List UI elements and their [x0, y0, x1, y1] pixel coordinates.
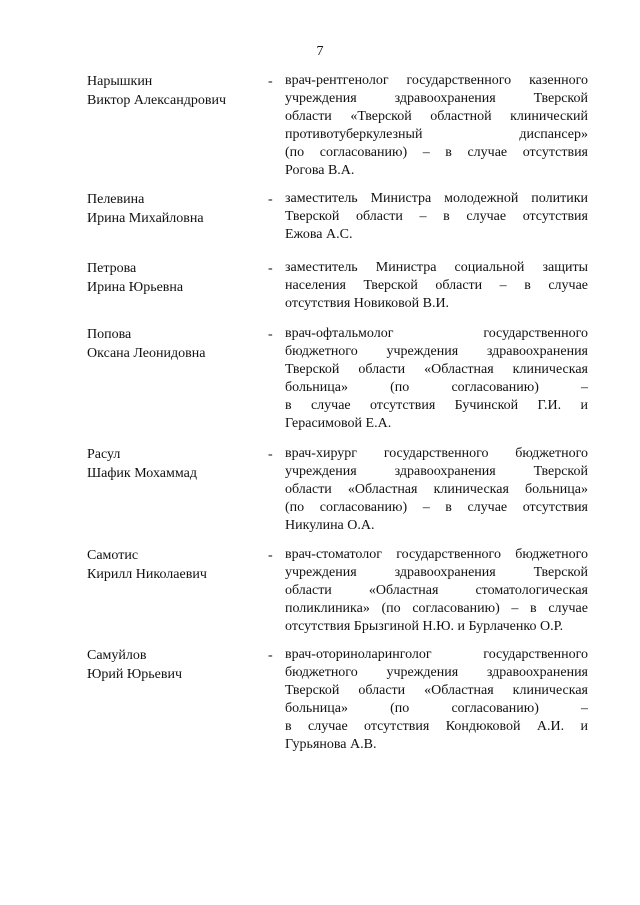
role-text-line: учреждения здравоохранения Тверской: [285, 565, 588, 580]
member-name: [87, 72, 257, 110]
entry-dash: -: [268, 192, 273, 207]
member-given-names: Юрий Юрьевич: [87, 667, 183, 682]
role-text-line: врач-хирург государственного бюджетного: [285, 446, 588, 461]
role-text-line: Ежова А.С.: [285, 227, 353, 242]
member-surname: Расул: [87, 447, 121, 462]
member-given-names: Ирина Михайловна: [87, 211, 204, 226]
role-text-line: в случае отсутствия Бучинской Г.И. и: [285, 398, 588, 413]
role-text-line: заместитель Министра молодежной политики: [285, 191, 588, 206]
role-text-line: врач-рентгенолог государственного казенного: [285, 73, 588, 88]
role-text-line: отсутствия Брызгиной Н.Ю. и Бурлаченко О.Р.: [285, 619, 564, 634]
member-surname: Петрова: [87, 261, 137, 276]
role-text-line: области «Областная стоматологическая: [285, 583, 588, 598]
role-text-line: Гурьянова А.В.: [285, 737, 377, 752]
member-name: [87, 190, 257, 228]
member-given-names: Оксана Леонидовна: [87, 346, 206, 361]
role-text-line: заместитель Министра социальной защиты: [285, 260, 588, 275]
role-text-line: врач-стоматолог государственного бюджетного: [285, 547, 588, 562]
member-surname: Самуйлов: [87, 648, 147, 663]
member-role-description: [285, 546, 588, 636]
role-text-line: населения Тверской области – в случае: [285, 278, 588, 293]
role-text-line: области «Тверской областной клинический: [285, 109, 588, 124]
role-text-line: Рогова В.А.: [285, 163, 355, 178]
role-text-line: области «Областная клиническая больница»: [285, 482, 588, 497]
member-given-names: Виктор Александрович: [87, 93, 227, 108]
entry-dash: -: [268, 74, 273, 89]
member-role-description: [285, 325, 588, 433]
entry-dash: -: [268, 327, 273, 342]
role-text-line: учреждения здравоохранения Тверской: [285, 91, 588, 106]
role-text-line: (по согласованию) – в случае отсутствия: [285, 500, 588, 515]
role-text-line: (по согласованию) – в случае отсутствия: [285, 145, 588, 160]
entry-dash: -: [268, 261, 273, 276]
member-surname: Нарышкин: [87, 74, 153, 89]
member-surname: Попова: [87, 327, 132, 342]
role-text-line: отсутствия Новиковой В.И.: [285, 296, 450, 311]
role-text-line: бюджетного учреждения здравоохранения: [285, 344, 588, 359]
role-text-line: бюджетного учреждения здравоохранения: [285, 665, 588, 680]
member-given-names: Ирина Юрьевна: [87, 280, 184, 295]
member-role-description: [285, 259, 588, 313]
role-text-line: Тверской области – в случае отсутствия: [285, 209, 588, 224]
member-name: [87, 445, 257, 483]
role-text-line: в случае отсутствия Кондюковой А.И. и: [285, 719, 588, 734]
member-given-names: Кирилл Николаевич: [87, 567, 207, 582]
entry-dash: -: [268, 648, 273, 663]
member-role-description: [285, 646, 588, 754]
role-text-line: Никулина О.А.: [285, 518, 375, 533]
member-name: [87, 259, 257, 297]
member-role-description: [285, 72, 588, 180]
page-number: 7: [316, 44, 324, 59]
entry-dash: -: [268, 548, 273, 563]
member-surname: Пелевина: [87, 192, 145, 207]
member-name: [87, 646, 257, 684]
role-text-line: больница» (по согласованию) –: [285, 701, 588, 716]
role-text-line: противотуберкулезный диспансер»: [285, 127, 588, 142]
member-given-names: Шафик Мохаммад: [87, 466, 197, 481]
member-name: [87, 325, 257, 363]
role-text-line: поликлиника» (по согласованию) – в случае: [285, 601, 588, 616]
role-text-line: больница» (по согласованию) –: [285, 380, 588, 395]
role-text-line: Тверской области «Областная клиническая: [285, 683, 588, 698]
member-role-description: [285, 190, 588, 244]
role-text-line: Тверской области «Областная клиническая: [285, 362, 588, 377]
entry-dash: -: [268, 447, 273, 462]
role-text-line: врач-офтальмолог государственного: [285, 326, 588, 341]
member-role-description: [285, 445, 588, 535]
role-text-line: учреждения здравоохранения Тверской: [285, 464, 588, 479]
role-text-line: Герасимовой Е.А.: [285, 416, 392, 431]
role-text-line: врач-оториноларинголог государственного: [285, 647, 588, 662]
member-surname: Самотис: [87, 548, 139, 563]
member-name: [87, 546, 257, 584]
